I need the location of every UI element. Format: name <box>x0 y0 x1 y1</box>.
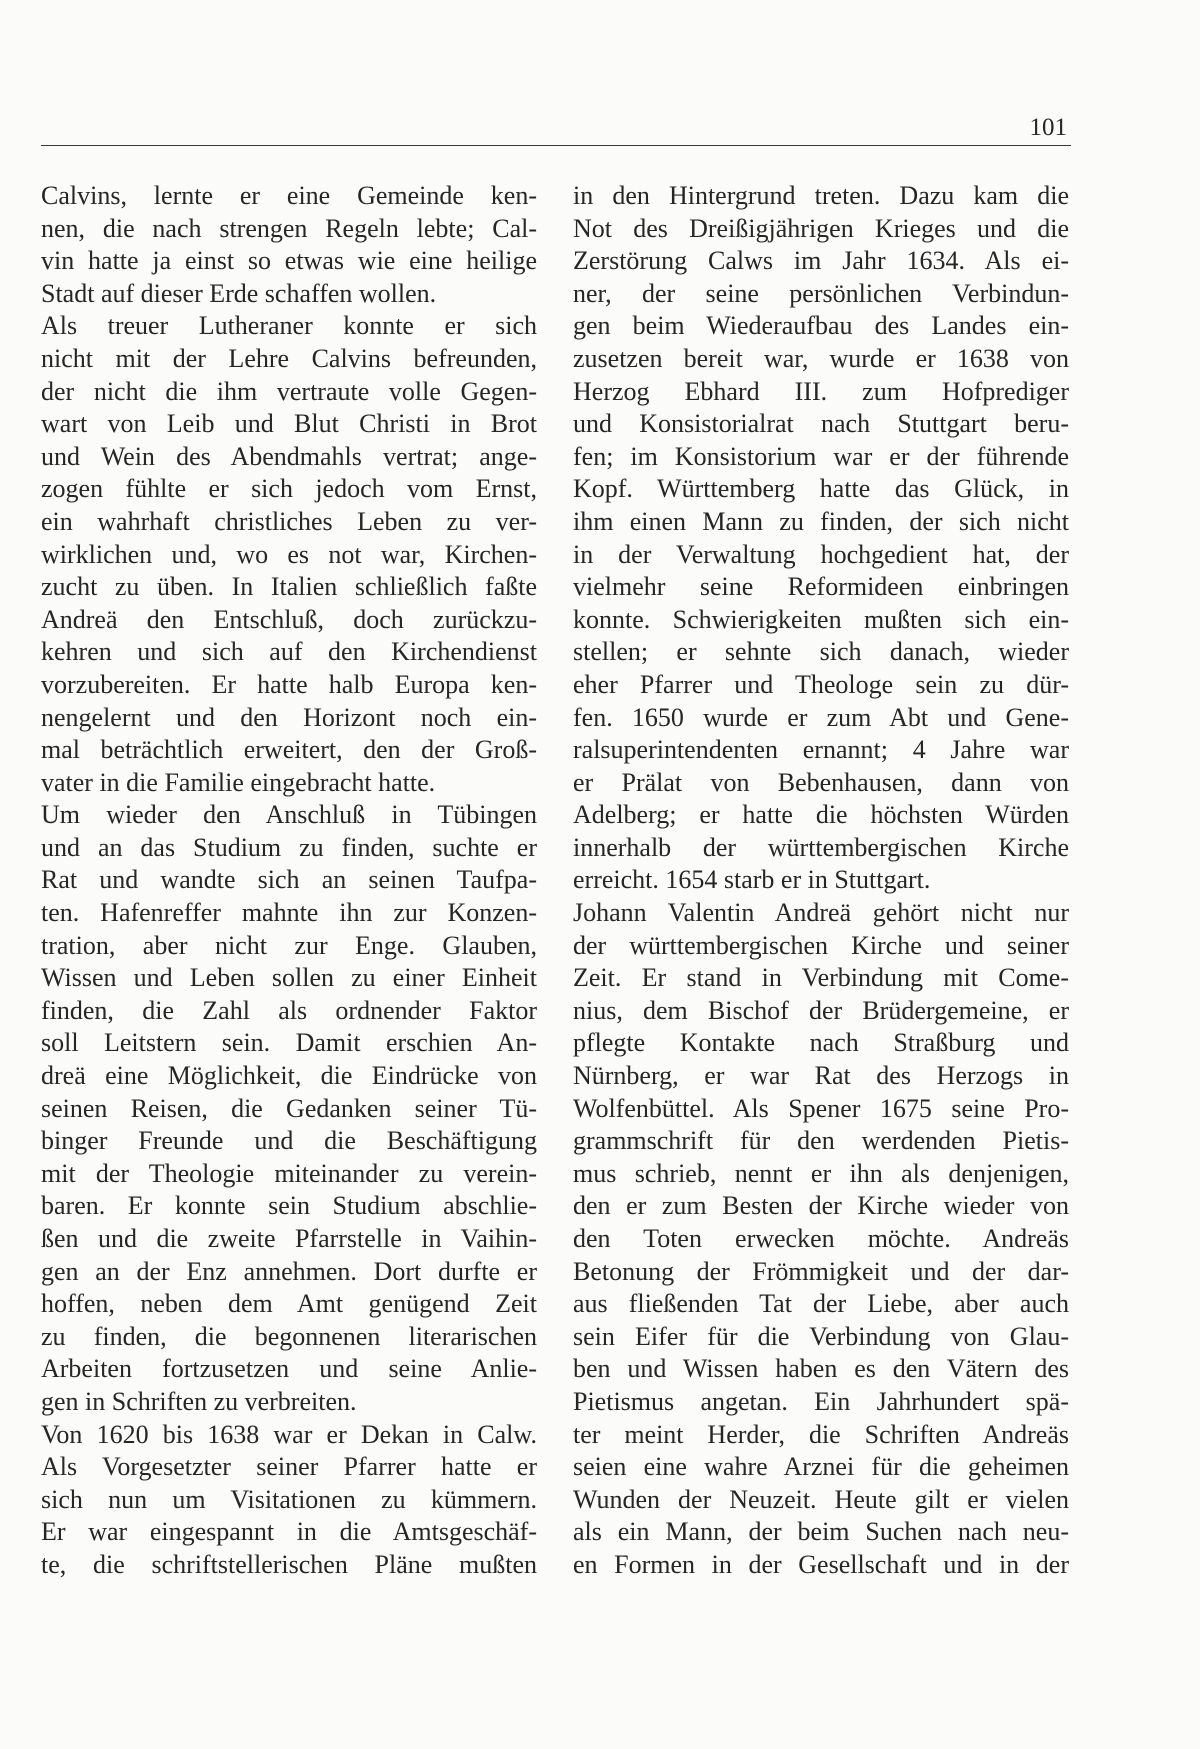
text-line: eher Pfarrer und Theologe sein zu dür- <box>573 669 1069 699</box>
text-line: wirklichen und, wo es not war, Kirchen- <box>41 539 537 569</box>
text-line: ßen und die zweite Pfarrstelle in Vaihin- <box>41 1224 537 1253</box>
text-line: ben und Wissen haben es den Vätern des <box>573 1354 1069 1384</box>
text-line: Andreä den Entschluß, doch zurückzu- <box>41 604 537 634</box>
text-line: er Prälat von Bebenhausen, dann von <box>573 767 1069 797</box>
text-line: en Formen in der Gesellschaft und in der <box>573 1549 1069 1579</box>
text-line: sich nun um Visitationen zu kümmern. <box>41 1484 537 1514</box>
text-line: baren. Er konnte sein Studium abschlie- <box>41 1191 537 1221</box>
text-line: den Toten erwecken möchte. Andreäs <box>573 1224 1069 1253</box>
text-line: mit der Theologie miteinander zu verein- <box>41 1158 537 1188</box>
text-line: ter meint Herder, die Schriften Andreäs <box>573 1419 1069 1449</box>
text-line: vater in die Familie eingebracht hatte. <box>41 767 436 797</box>
text-line: Zeit. Er stand in Verbindung mit Come- <box>573 963 1069 993</box>
text-line: Wissen und Leben sollen zu einer Einheit <box>41 963 537 993</box>
text-line: Von 1620 bis 1638 war er Dekan in Calw. <box>41 1419 537 1449</box>
text-line: fen. 1650 wurde er zum Abt und Gene- <box>573 702 1069 732</box>
text-line: vorzubereiten. Er hatte halb Europa ken- <box>41 669 537 699</box>
text-line: dreä eine Möglichkeit, die Eindrücke von <box>41 1061 537 1091</box>
text-line: ralsuperintendenten ernannt; 4 Jahre war <box>573 735 1069 765</box>
text-line: mal beträchtlich erweitert, den der Groß- <box>41 735 537 765</box>
text-line: gen an der Enz annehmen. Dort durfte er <box>41 1256 537 1286</box>
text-line: zu finden, die begonnenen literarischen <box>41 1321 537 1351</box>
text-line: Wunden der Neuzeit. Heute gilt er vielen <box>573 1484 1069 1514</box>
text-line: Um wieder den Anschluß in Tübingen <box>41 800 537 830</box>
text-line: seien eine wahre Arznei für die geheimen <box>573 1452 1069 1482</box>
text-line: in der Verwaltung hochgedient hat, der <box>573 539 1069 569</box>
text-line: und Wein des Abendmahls vertrat; ange- <box>41 441 537 471</box>
text-line: ein wahrhaft christliches Leben zu ver- <box>41 506 537 536</box>
text-line: Adelberg; er hatte die höchsten Würden <box>573 800 1069 830</box>
text-line: Stadt auf dieser Erde schaffen wollen. <box>41 278 437 308</box>
text-line: seinen Reisen, die Gedanken seiner Tü- <box>41 1093 537 1123</box>
text-line: der württembergischen Kirche und seiner <box>573 930 1069 960</box>
text-line: Rat und wandte sich an seinen Taufpa- <box>41 865 537 895</box>
header-rule <box>41 145 1071 146</box>
text-line: tration, aber nicht zur Enge. Glauben, <box>41 930 537 960</box>
text-line: und Konsistorialrat nach Stuttgart beru- <box>573 409 1069 439</box>
text-line: Als treuer Lutheraner konnte er sich <box>41 311 537 341</box>
text-line: sein Eifer für die Verbindung von Glau- <box>573 1321 1069 1351</box>
text-line: Als Vorgesetzter seiner Pfarrer hatte er <box>41 1452 537 1482</box>
text-line: Pietismus angetan. Ein Jahrhundert spä- <box>573 1386 1069 1416</box>
text-line: Calvins, lernte er eine Gemeinde ken- <box>41 181 537 210</box>
text-line: Er war eingespannt in die Amtsgeschäf- <box>41 1517 537 1547</box>
text-line: Betonung der Frömmigkeit und der dar- <box>573 1256 1069 1286</box>
text-line: nicht mit der Lehre Calvins befreunden, <box>41 343 537 373</box>
text-line: zogen fühlte er sich jedoch vom Ernst, <box>41 474 537 504</box>
text-line: innerhalb der württembergischen Kirche <box>573 832 1069 862</box>
text-line: nengelernt und den Horizont noch ein- <box>41 702 537 732</box>
text-line: zucht zu üben. In Italien schließlich faßte <box>41 572 537 602</box>
text-line: mus schrieb, nennt er ihn als denjenigen, <box>573 1158 1069 1188</box>
text-line: gen beim Wiederaufbau des Landes ein- <box>573 311 1069 341</box>
text-line: vielmehr seine Reformideen einbringen <box>573 572 1069 602</box>
right-column <box>573 180 1069 1582</box>
text-line: fen; im Konsistorium war er der führende <box>573 441 1069 471</box>
text-line: erreicht. 1654 starb er in Stuttgart. <box>573 865 931 895</box>
text-line: te, die schriftstellerischen Pläne mußten <box>41 1549 537 1579</box>
page-number: 101 <box>1029 114 1067 141</box>
text-line: hoffen, neben dem Amt genügend Zeit <box>41 1289 537 1319</box>
text-line: als ein Mann, der beim Suchen nach neu- <box>573 1517 1069 1547</box>
text-line: kehren und sich auf den Kirchendienst <box>41 637 537 667</box>
text-line: binger Freunde und die Beschäftigung <box>41 1126 537 1156</box>
text-line: konnte. Schwierigkeiten mußten sich ein- <box>573 604 1069 634</box>
text-line: und an das Studium zu finden, suchte er <box>41 832 537 862</box>
text-line: der nicht die ihm vertraute volle Gegen- <box>41 376 537 406</box>
text-line: Arbeiten fortzusetzen und seine Anlie- <box>41 1354 537 1384</box>
text-line: grammschrift für den werdenden Pietis- <box>573 1126 1069 1156</box>
text-line: den er zum Besten der Kirche wieder von <box>573 1191 1069 1221</box>
text-line: wart von Leib und Blut Christi in Brot <box>41 409 537 439</box>
text-line: nius, dem Bischof der Brüdergemeine, er <box>573 995 1069 1025</box>
text-line: ihm einen Mann zu finden, der sich nicht <box>573 506 1069 536</box>
text-line: soll Leitstern sein. Damit erschien An- <box>41 1028 537 1058</box>
text-line: aus fließenden Tat der Liebe, aber auch <box>573 1289 1069 1319</box>
text-line: nen, die nach strengen Regeln lebte; Cal- <box>41 213 537 243</box>
text-line: Zerstörung Calws im Jahr 1634. Als ei- <box>573 246 1069 276</box>
text-line: ner, der seine persönlichen Verbindun- <box>573 278 1069 308</box>
text-line: Johann Valentin Andreä gehört nicht nur <box>573 898 1069 928</box>
text-line: gen in Schriften zu verbreiten. <box>41 1386 357 1416</box>
text-line: in den Hintergrund treten. Dazu kam die <box>573 181 1069 210</box>
text-line: Kopf. Württemberg hatte das Glück, in <box>573 474 1069 504</box>
left-column <box>41 180 537 1582</box>
text-line: Wolfenbüttel. Als Spener 1675 seine Pro- <box>573 1093 1069 1123</box>
text-line: stellen; er sehnte sich danach, wieder <box>573 637 1069 667</box>
text-line: Herzog Ebhard III. zum Hofprediger <box>573 376 1069 406</box>
text-line: pflegte Kontakte nach Straßburg und <box>573 1028 1069 1058</box>
text-line: Not des Dreißigjährigen Krieges und die <box>573 213 1069 243</box>
text-line: zusetzen bereit war, wurde er 1638 von <box>573 343 1069 373</box>
text-line: Nürnberg, er war Rat des Herzogs in <box>573 1061 1069 1091</box>
text-line: ten. Hafenreffer mahnte ihn zur Konzen- <box>41 898 537 928</box>
text-line: finden, die Zahl als ordnender Faktor <box>41 995 537 1025</box>
text-line: vin hatte ja einst so etwas wie eine heilige <box>41 246 537 276</box>
